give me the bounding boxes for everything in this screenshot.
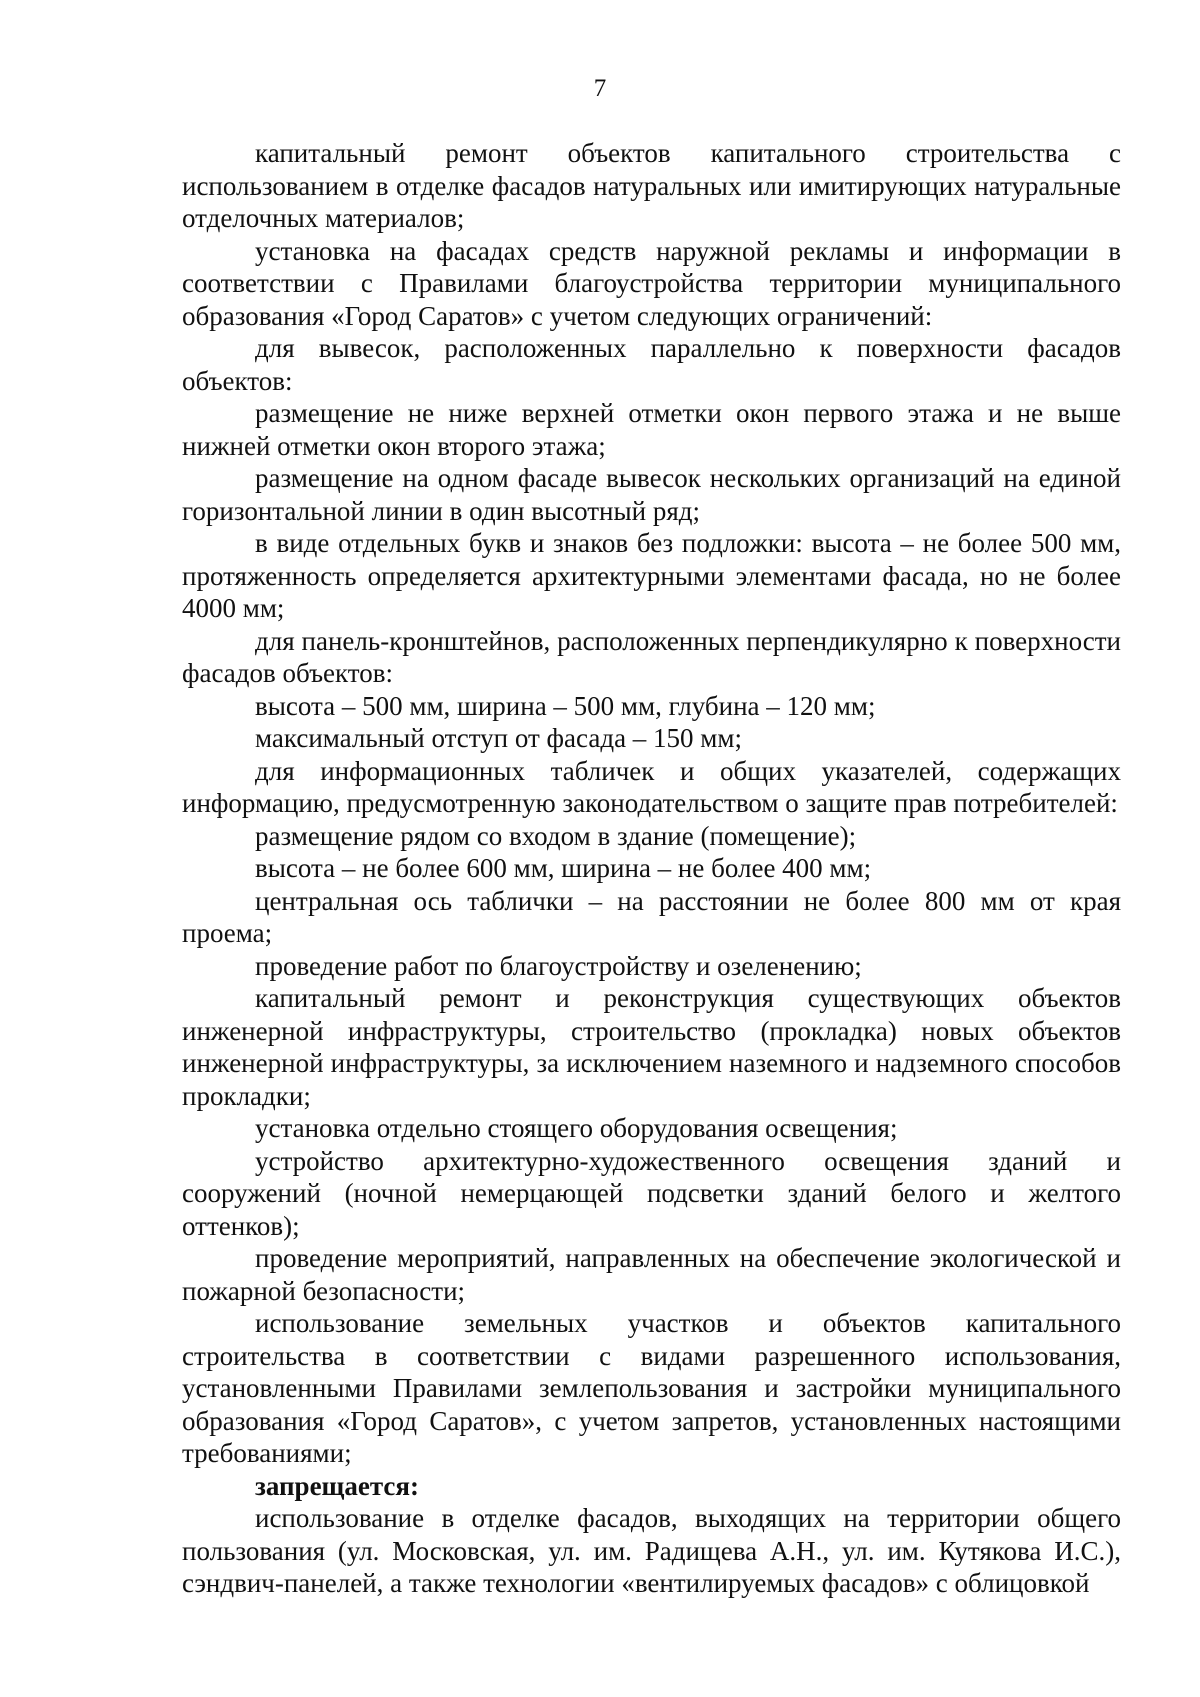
- paragraph-bracket-dimensions: высота – 500 мм, ширина – 500 мм, глубина – 120 мм;: [255, 690, 876, 721]
- paragraph-placement-height: размещение не ниже верхней отметки окон первого этажа и не выше нижней отметки окон второго этажа;: [182, 398, 1121, 461]
- paragraph-near-entrance: размещение рядом со входом в здание (помещение);: [255, 820, 857, 851]
- paragraph-max-offset: максимальный отступ от фасада – 150 мм;: [255, 723, 742, 753]
- paragraph-panel-brackets: для панель-кронштейнов, расположенных перпендикулярно к поверхности фасадов объектов:: [182, 625, 1121, 688]
- paragraph-parallel-signs: для вывесок, расположенных параллельно к поверхности фасадов объектов:: [182, 333, 1121, 396]
- paragraph-plate-dimensions: высота – не более 600 мм, ширина – не более 400 мм;: [255, 853, 872, 883]
- paragraph-single-facade-line: размещение на одном фасаде вывесок нескольких организаций на единой горизонтальной линии в один высотный ряд;: [182, 463, 1121, 526]
- paragraph-info-plates: для информационных табличек и общих указателей, содержащих информацию, предусмотренную законодательством о защите прав потребителей:: [182, 755, 1121, 818]
- paragraph-plate-axis: центральная ось таблички – на расстоянии не более 800 мм от края проема;: [182, 885, 1121, 948]
- paragraph-capital-repair: капитальный ремонт объектов капитального строительства с использованием в отделке фасадов натуральных или имитирующих натуральные отделочных материалов;: [182, 138, 1121, 233]
- paragraph-separate-letters: в виде отдельных букв и знаков без подложки: высота – не более 500 мм, протяженность определяется архитектурными элементами фасада, но не более 4000 мм;: [182, 528, 1121, 623]
- paragraph-prohibited-materials: использование в отделке фасадов, выходящих на территории общего пользования (ул. Московская, ул. им. Радищева А.Н., ул. им. Кутякова И.С.), сэндвич-панелей, а также технологии «вентилируемых фасадов» с облицовкой: [182, 1503, 1121, 1598]
- document-body: [182, 137, 1121, 1600]
- paragraph-landscaping: проведение работ по благоустройству и озеленению;: [255, 950, 862, 981]
- paragraph-safety-measures: проведение мероприятий, направленных на обеспечение экологической и пожарной безопасности;: [182, 1243, 1121, 1306]
- paragraph-prohibited-heading: запрещается:: [255, 1470, 420, 1501]
- paragraph-land-use: использование земельных участков и объектов капитального строительства в соответствии с видами разрешенного использования, установленными Правилами землепользования и застройки муниципального образования «Город Саратов», с учетом запретов, установленных настоящими требованиями;: [182, 1308, 1121, 1468]
- paragraph-architectural-lighting: устройство архитектурно-художественного освещения зданий и сооружений (ночной немерцающей подсветки зданий белого и желтого оттенков);: [182, 1145, 1121, 1241]
- paragraph-advertising-installation: установка на фасадах средств наружной рекламы и информации в соответствии с Правилами благоустройства территории муниципального образования «Город Саратов» с учетом следующих ограничений:: [182, 235, 1121, 331]
- paragraph-infrastructure: капитальный ремонт и реконструкция существующих объектов инженерной инфраструктуры, строительство (прокладка) новых объектов инженерной инфраструктуры, за исключением наземного и надземного способов прокладки;: [182, 983, 1121, 1111]
- paragraph-lighting-equipment: установка отдельно стоящего оборудования освещения;: [255, 1113, 898, 1143]
- page-number: 7: [593, 75, 607, 102]
